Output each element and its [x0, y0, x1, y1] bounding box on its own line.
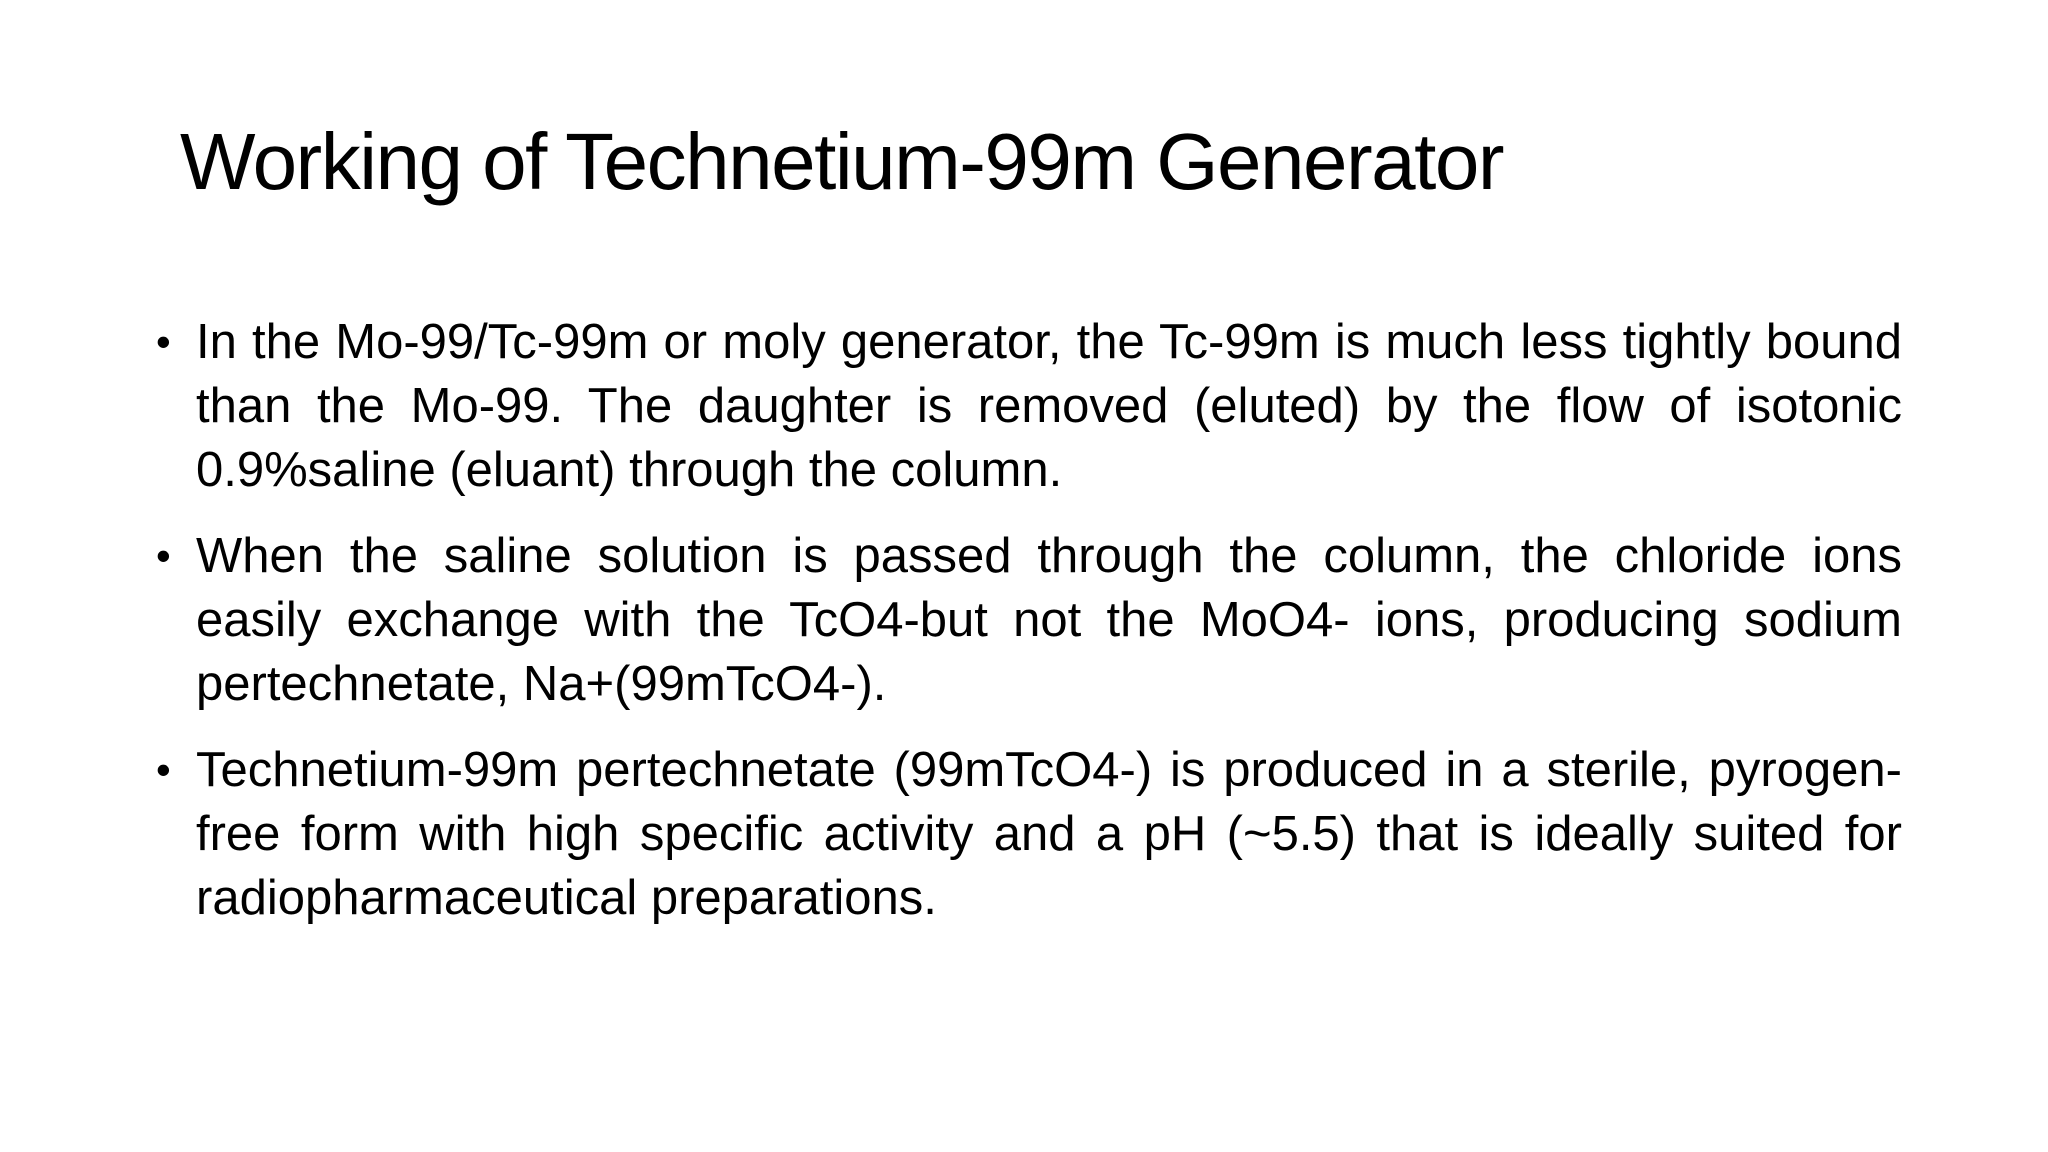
bullet-list: [150, 310, 1902, 952]
bullet-text: Technetium-99m pertechnetate (99mTcO4-) is produced in a sterile, pyrogen-free form with high specific activity and a pH (~5.5) that is ideally suited for radiopharmaceutical preparations.: [196, 743, 1902, 925]
bullet-icon: •: [156, 746, 171, 793]
bullet-icon: •: [156, 318, 171, 365]
bullet-text: In the Mo-99/Tc-99m or moly generator, the Tc-99m is much less tightly bound than the Mo-99. The daughter is removed (eluted) by the flow of isotonic 0.9%saline (eluant) through the column.: [196, 315, 1902, 497]
slide-title: Working of Technetium-99m Generator: [180, 117, 1503, 206]
bullet-item: [150, 310, 1902, 502]
bullet-item: [150, 738, 1902, 930]
bullet-text: When the saline solution is passed through the column, the chloride ions easily exchange with the TcO4-but not the MoO4- ions, producing sodium pertechnetate, Na+(99mTcO4-).: [196, 529, 1902, 711]
bullet-item: [150, 524, 1902, 716]
bullet-icon: •: [156, 532, 171, 579]
